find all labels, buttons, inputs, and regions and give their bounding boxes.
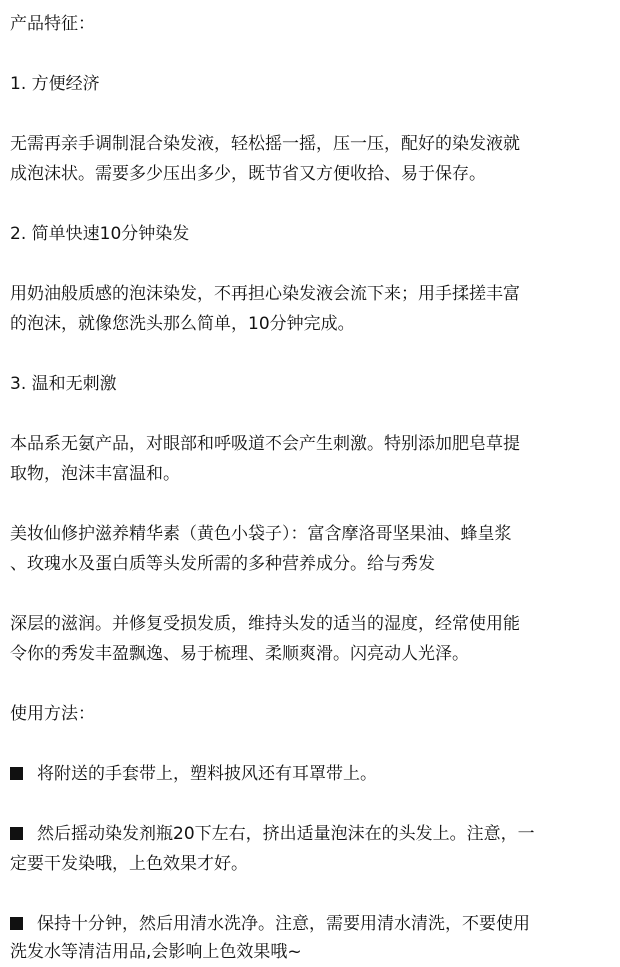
- section-1-text-line-2: 成泡沫状。需要多少压出多少，既节省又方便收拾、易于保存。: [10, 164, 486, 184]
- square-bullet-icon: [10, 767, 23, 780]
- section-1-text-line-1: 无需再亲手调制混合染发液，轻松摇一摇，压一压，配好的染发液就: [10, 134, 520, 154]
- section-2-text-line-1: 用奶油般质感的泡沫染发，不再担心染发液会流下来；用手揉搓丰富: [10, 284, 520, 304]
- essence-text-line-2: 、玫瑰水及蛋白质等头发所需的多种营养成分。给与秀发: [10, 554, 435, 574]
- section-2-text-line-2: 的泡沫，就像您洗头那么简单，10分钟完成。: [10, 314, 355, 334]
- usage-step-2-line-1: [10, 819, 618, 849]
- usage-step-3-text-line-2: 洗发水等清洁用品,会影响上色效果哦~: [10, 942, 302, 962]
- usage-step-2-text-line-1: 然后摇动染发剂瓶20下左右，挤出适量泡沫在的头发上。注意，一: [37, 824, 535, 844]
- usage-step-2-text-line-2: 定要干发染哦，上色效果才好。: [10, 854, 248, 874]
- section-3-text-line-1: 本品系无氨产品，对眼部和呼吸道不会产生刺激。特别添加肥皂草提: [10, 434, 520, 454]
- usage-title: 使用方法：: [10, 704, 95, 724]
- square-bullet-icon: [10, 917, 23, 930]
- section-1-title: 1. 方便经济: [10, 74, 100, 94]
- features-heading: 产品特征：: [10, 14, 95, 34]
- essence-text-line-1: 美妆仙修护滋养精华素（黄色小袋子）：富含摩洛哥坚果油、蜂皇浆: [10, 524, 512, 544]
- usage-step-1-text: 将附送的手套带上，塑料披风还有耳罩带上。: [37, 764, 377, 784]
- nourish-text-line-2: 令你的秀发丰盈飘逸、易于梳理、柔顺爽滑。闪亮动人光泽。: [10, 644, 469, 664]
- section-3-text-line-2: 取物，泡沫丰富温和。: [10, 464, 180, 484]
- usage-step-1: [10, 759, 618, 789]
- usage-step-3-text-line-1: 保持十分钟，然后用清水洗净。注意，需要用清水清洗，不要使用: [37, 914, 530, 934]
- nourish-text-line-1: 深层的滋润。并修复受损发质，维持头发的适当的湿度，经常使用能: [10, 614, 520, 634]
- section-2-title: 2. 简单快速10分钟染发: [10, 224, 190, 244]
- section-3-title: 3. 温和无刺激: [10, 374, 117, 394]
- usage-step-3-line-1: [10, 909, 618, 939]
- square-bullet-icon: [10, 827, 23, 840]
